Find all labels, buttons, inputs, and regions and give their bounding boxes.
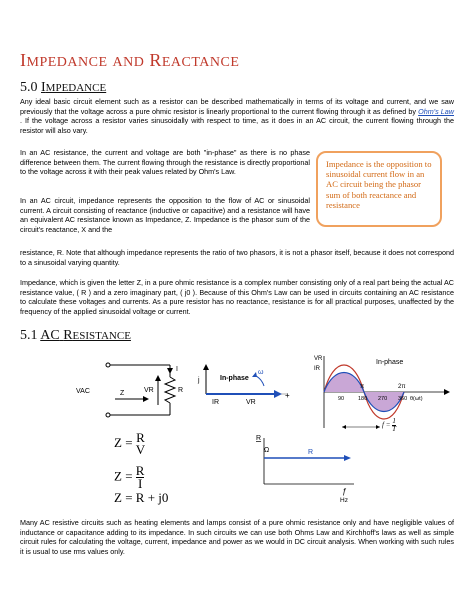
svg-text:90: 90 <box>338 396 345 402</box>
svg-text:IR: IR <box>314 366 320 372</box>
in-phase-waveform-graph <box>296 352 456 432</box>
svg-text:IR: IR <box>212 399 219 406</box>
svg-text:θ(ωt): θ(ωt) <box>410 396 423 402</box>
ac-resistance-circuit-diagram <box>20 355 198 425</box>
paragraph-resistive-circuits: Many AC resistive circuits such as heating elements and lamps consist of a pure ohmic resistance only and have negligible values of inductance or capacitance adding to its impedance. In such circuits we can use both Ohms Law and Kirchhoff's laws as well as simple circuit rules for calculating the voltage, current, impedance and power as we would in DC circuit analysis. When working with such rules it is usual to use rms values only. <box>20 518 454 556</box>
svg-text:VR: VR <box>314 356 323 362</box>
svg-text:Z: Z <box>120 390 125 397</box>
phasor-diagram <box>196 360 296 410</box>
svg-text:VR: VR <box>144 387 154 394</box>
svg-text:+: + <box>285 391 290 400</box>
period-arrow <box>340 423 400 431</box>
svg-text:I: I <box>176 366 178 373</box>
frequency-formula: f = $\frac{1}{T}$ <box>382 417 397 433</box>
resistor-symbol <box>165 377 175 403</box>
paragraph-phasor-note: resistance, R. Note that although impedance represents the ratio of two phasors, it is not a phasor itself, because it does not correspond to a sinusoidal varying quantity. <box>20 248 454 267</box>
svg-text:R: R <box>256 435 262 442</box>
svg-text:R: R <box>178 387 184 394</box>
svg-text:In-phase: In-phase <box>376 359 404 366</box>
svg-text:VR: VR <box>246 399 256 406</box>
svg-text:Ω: Ω <box>264 447 270 454</box>
svg-text:VAC: VAC <box>76 388 90 395</box>
paragraph-impedance-definition: In an AC circuit, impedance represents the opposition to the flow of AC or sinusoidal current. A circuit consisting of reactance (inductive or capacitive) and a resistance will have an equivalent AC resistance known as Impedance, Z. Impedance is the phasor sum of the circuit's reactance, X and the <box>20 196 310 234</box>
section-heading-impedance: 5.0 IMPEDANCE <box>20 80 107 95</box>
equation-z-r-over-i: Z = $\frac{R}{I}$ <box>114 463 145 491</box>
svg-text:π: π <box>360 384 365 390</box>
page-title: IMPEDANCE AND REACTANCE <box>20 50 240 70</box>
paragraph-in-phase: In an AC resistance, the current and voltage are both "in-phase" as there is no phase difference between them. The current flowing through the resistance is directly proportional to the voltage across it with their peak values related by Ohm's Law. <box>20 148 310 177</box>
svg-text:In-phase: In-phase <box>220 375 249 382</box>
section-heading-ac-resistance: 5.1 AC RESISTANCE <box>20 328 131 343</box>
svg-text:270: 270 <box>378 396 388 402</box>
equation-z-r-over-v: Z = R V <box>114 430 146 457</box>
paragraph-complex-impedance: Impedance, which is given the letter Z, in a pure ohmic resistance is a complex number consisting only of a real part being the actual AC resistance value, ( R ) and a zero imaginary part, ( j0 ). Because of this Ohm's Law can be used in circuits containing an AC resistance to calculate these voltages and currents. As a pure resistor has no reactance, resistance is for all practical purposes, unaffected by the frequency of the applied sinusoidal voltage or current. <box>20 278 454 316</box>
svg-text:R: R <box>308 449 314 456</box>
svg-text:180: 180 <box>358 396 368 402</box>
svg-text:j: j <box>198 377 200 384</box>
impedance-callout-box: Impedance is the opposition to sinusoidal current flow in an AC circuit being the phasor sum of both reactance and resistance <box>316 151 442 227</box>
svg-text:360: 360 <box>398 396 408 402</box>
ohms-law-link[interactable]: Ohm's Law <box>418 106 454 116</box>
equation-z-r-plus-j0: Z = R + j0 <box>114 490 169 505</box>
svg-text:2π: 2π <box>398 384 406 390</box>
paragraph-intro: Any ideal basic circuit element such as a resistor can be described mathematically in terms of its voltage and current, and we saw previously that the voltage across a pure ohmic resistor is linearly proportional to the current flowing through it as defined by Ohm's Law . If the voltage across a resistor varies sinusoidally with respect to time, as it does in an AC circuit, the current flowing through the resistor will also vary. <box>20 97 454 135</box>
impedance-vs-frequency-plot <box>246 432 366 506</box>
svg-text:ω: ω <box>258 369 264 376</box>
svg-text:ƒ: ƒ <box>342 487 347 496</box>
svg-text:Hz: Hz <box>340 497 348 504</box>
